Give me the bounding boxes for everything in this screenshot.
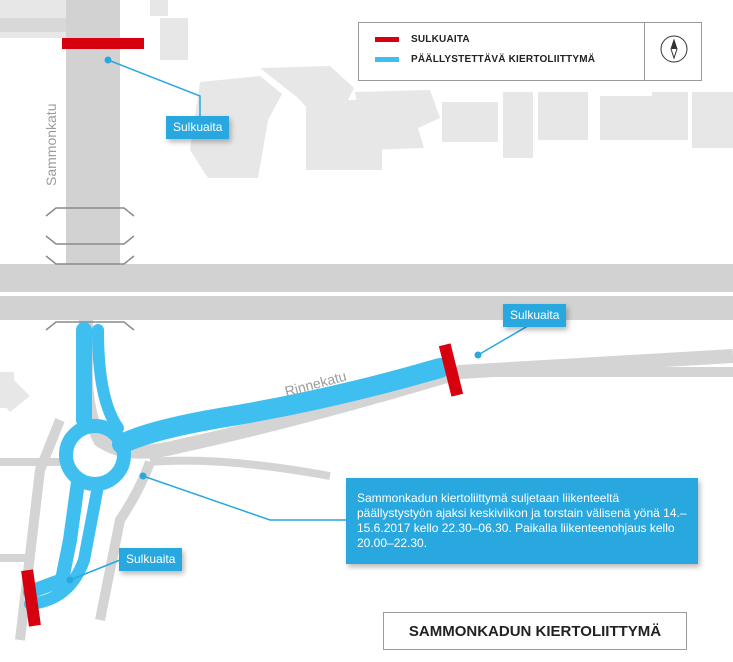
street-label-rinnekatu: Rinnekatu	[283, 367, 349, 400]
legend	[358, 22, 702, 81]
callout-barrier-east: Sulkuaita	[503, 304, 566, 327]
legend-item-paving	[375, 54, 595, 65]
street-label-sammonkatu: Sammonkatu	[43, 103, 59, 186]
callout-barrier-north: Sulkuaita	[166, 116, 229, 139]
barrier-north	[62, 38, 144, 49]
callout-barrier-southwest: Sulkuaita	[119, 548, 182, 571]
legend-swatch-barrier	[375, 37, 399, 42]
legend-swatch-paving	[375, 57, 399, 62]
legend-divider	[644, 23, 645, 80]
info-callout: Sammonkadun kiertoliittymä suljetaan liikenteeltä päällystystyön ajaksi keskiviikon ja torstain välisenä yönä 14.–15.6.2017 kello 22.30–06.30. Paikalla liikenteenohjaus kello 20.00–22.30.	[346, 478, 698, 564]
compass-icon	[659, 34, 689, 64]
legend-label-paving: PÄÄLLYSTETTÄVÄ KIERTOLIITTYMÄ	[411, 54, 596, 65]
legend-label-barrier: SULKUAITA	[411, 34, 470, 45]
map-title: SAMMONKADUN KIERTOLIITTYMÄ	[383, 612, 687, 650]
legend-item-barrier	[375, 34, 470, 45]
